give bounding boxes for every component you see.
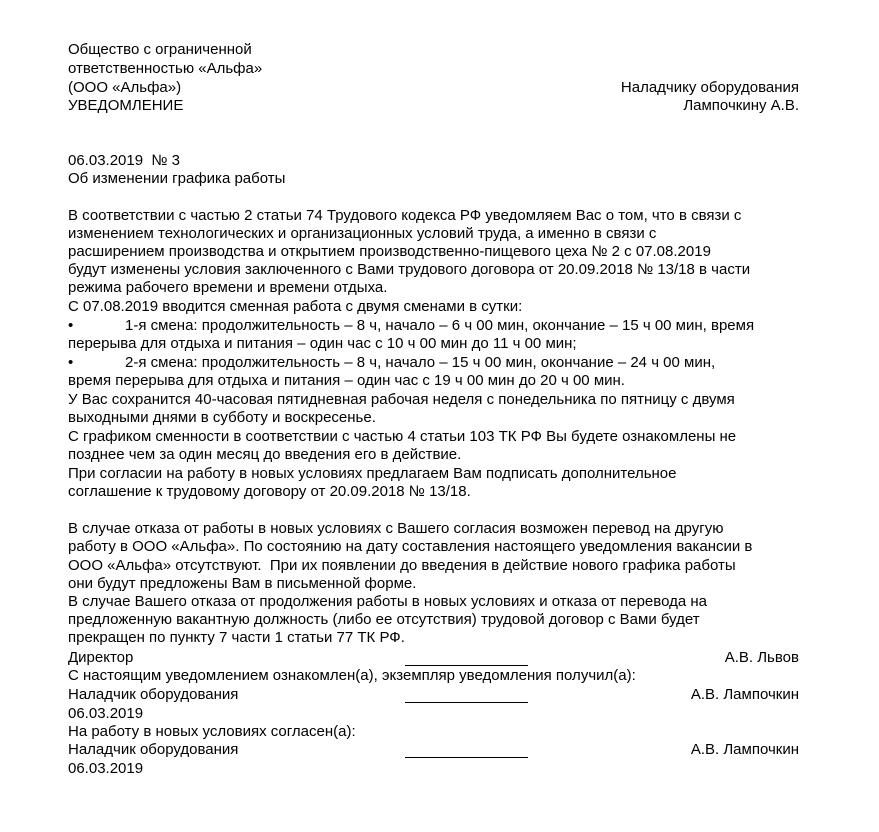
- director-name: А.В. Львов: [724, 649, 799, 666]
- body-p3-line: выходными днями в субботу и воскресенье.: [68, 409, 376, 426]
- bullet-marker: •: [68, 354, 74, 371]
- body-p6-line: работу в ООО «Альфа». По состоянию на дату составления настоящего уведомления вакансии в: [68, 538, 753, 555]
- body-p6-line: В случае отказа от работы в новых условиях с Вашего согласия возможен перевод на другую: [68, 520, 724, 537]
- body-p6-line: ООО «Альфа» отсутствуют. При их появлении до введения в действие нового графика работы: [68, 557, 736, 574]
- body-p3-line: У Вас сохранится 40-часовая пятидневная рабочая неделя с понедельника по пятницу с двумя: [68, 391, 735, 408]
- agreement-date: 06.03.2019: [68, 760, 144, 777]
- body-p1-line: режима рабочего времени и времени отдыха.: [68, 279, 388, 296]
- body-p7-line: В случае Вашего отказа от продолжения работы в новых условиях и отказа от перевода на: [68, 593, 707, 610]
- document-date-number: 06.03.2019 № 3: [68, 152, 181, 169]
- shift2-line: 2-я смена: продолжительность – 8 ч, начало – 15 ч 00 мин, окончание – 24 ч 00 мин,: [125, 354, 716, 371]
- body-p4-line: позднее чем за один месяц до введения его в действие.: [68, 446, 462, 463]
- body-p2: С 07.08.2019 вводится сменная работа с двумя сменами в сутки:: [68, 298, 523, 315]
- acknowledgement-date: 06.03.2019: [68, 705, 144, 722]
- body-p1-line: В соответствии с частью 2 статьи 74 Трудового кодекса РФ уведомляем Вас о том, что в связи с: [68, 207, 742, 224]
- body-p5-line: соглашение к трудовому договору от 20.09.2018 № 13/18.: [68, 483, 471, 500]
- body-p7-line: предложенную вакантную должность (либо ее отсутствия) трудовой договор с Вами будет: [68, 611, 700, 628]
- body-p1-line: расширением производства и открытием производственно-пищевого цеха № 2 с 07.08.2019: [68, 243, 711, 260]
- agreement-text: На работу в новых условиях согласен(а):: [68, 723, 356, 740]
- employee-title: Наладчик оборудования: [68, 741, 239, 758]
- body-p5-line: При согласии на работу в новых условиях предлагаем Вам подписать дополнительное: [68, 465, 677, 482]
- acknowledgement-text: С настоящим уведомлением ознакомлен(а), экземпляр уведомления получил(а):: [68, 667, 636, 684]
- employee-name: А.В. Лампочкин: [690, 686, 799, 703]
- sender-line-2: ответственностью «Альфа»: [68, 60, 263, 77]
- employee-signature-line: [405, 757, 528, 758]
- shift2-line: время перерыва для отдыха и питания – один час с 19 ч 00 мин до 20 ч 00 мин.: [68, 372, 625, 389]
- body-p6-line: они будут предложены Вам в письменной форме.: [68, 575, 417, 592]
- employee-title: Наладчик оборудования: [68, 686, 239, 703]
- document-subject: Об изменении графика работы: [68, 170, 286, 187]
- sender-line-3: (ООО «Альфа»): [68, 79, 182, 96]
- recipient-position: Наладчику оборудования: [620, 79, 799, 96]
- sender-line-1: Общество с ограниченной: [68, 41, 252, 58]
- body-p4-line: С графиком сменности в соответствии с частью 4 статьи 103 ТК РФ Вы будете ознакомлены не: [68, 428, 737, 445]
- body-p7-line: прекращен по пункту 7 части 1 статьи 77 ТК РФ.: [68, 629, 405, 646]
- bullet-marker: •: [68, 317, 74, 334]
- shift1-line: перерыва для отдыха и питания – один час с 10 ч 00 мин до 11 ч 00 мин;: [68, 335, 577, 352]
- document-type: УВЕДОМЛЕНИЕ: [68, 97, 184, 114]
- director-signature-line: [405, 665, 528, 666]
- shift1-line: 1-я смена: продолжительность – 8 ч, начало – 6 ч 00 мин, окончание – 15 ч 00 мин, время: [125, 317, 755, 334]
- employee-signature-line: [405, 702, 528, 703]
- employee-name: А.В. Лампочкин: [690, 741, 799, 758]
- director-title: Директор: [68, 649, 134, 666]
- body-p1-line: изменением технологических и организационных условий труда, а именно в связи с: [68, 225, 657, 242]
- body-p1-line: будут изменены условия заключенного с Вами трудового договора от 20.09.2018 № 13/18 в части: [68, 261, 751, 278]
- recipient-name: Лампочкину А.В.: [683, 97, 799, 114]
